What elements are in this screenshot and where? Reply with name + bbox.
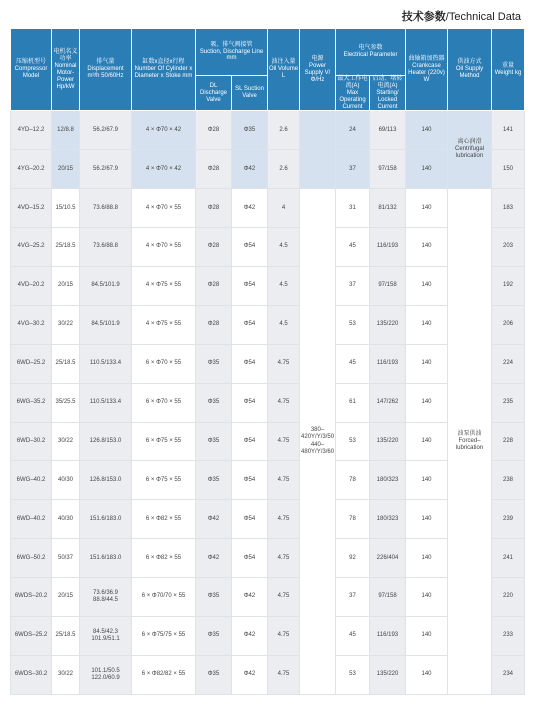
power-cell: 30/22 xyxy=(52,422,80,461)
max-current-cell: 24 xyxy=(336,111,370,150)
displacement-cell: 73.6/88.8 xyxy=(80,189,132,228)
starting-current-cell: 135/220 xyxy=(370,422,406,461)
oil-method-cn: 油泵供油 xyxy=(457,430,482,437)
dl-cell: Φ28 xyxy=(196,305,232,344)
header-displacement: 排气量 Displacement m³/h 50/60Hz xyxy=(80,29,132,111)
heater-cell: 140 xyxy=(406,617,448,656)
cylinders-cell: 6 × Φ70 × 55 xyxy=(132,383,196,422)
oil-volume-cell: 4 xyxy=(268,189,300,228)
max-current-cell: 37 xyxy=(336,578,370,617)
displacement-cell: 126.8/153.0 xyxy=(80,461,132,500)
sl-cell: Φ54 xyxy=(232,539,268,578)
sl-cell: Φ42 xyxy=(232,189,268,228)
table-row xyxy=(11,267,525,306)
heater-cell: 140 xyxy=(406,305,448,344)
oil-volume-cell: 4.75 xyxy=(268,383,300,422)
starting-current-cell: 135/220 xyxy=(370,655,406,694)
cylinders-cell: 6 × Φ75/75 × 55 xyxy=(132,617,196,656)
table-row xyxy=(11,655,525,694)
power-cell: 35/25.5 xyxy=(52,383,80,422)
dl-cell: Φ28 xyxy=(196,111,232,150)
dl-cell: Φ35 xyxy=(196,617,232,656)
heater-cell: 140 xyxy=(406,655,448,694)
model-cell: 6WG–35.2 xyxy=(11,383,52,422)
max-current-cell: 45 xyxy=(336,617,370,656)
model-cell: 6WG–50.2 xyxy=(11,539,52,578)
sl-cell: Φ42 xyxy=(232,150,268,189)
weight-cell: 235 xyxy=(492,383,525,422)
max-current-cell: 45 xyxy=(336,344,370,383)
dl-cell: Φ28 xyxy=(196,189,232,228)
model-cell: 4YD–12.2 xyxy=(11,111,52,150)
cylinders-cell: 6 × Φ82/82 × 55 xyxy=(132,655,196,694)
table-header xyxy=(11,29,525,111)
heater-cell: 140 xyxy=(406,383,448,422)
displacement-cell: 73.6/36.9 88.8/44.5 xyxy=(80,578,132,617)
cylinders-cell: 4 × Φ75 × 55 xyxy=(132,305,196,344)
heater-cell: 140 xyxy=(406,500,448,539)
header-dl: DL Discharge Valve xyxy=(196,76,232,111)
table-row xyxy=(11,305,525,344)
dl-cell: Φ28 xyxy=(196,150,232,189)
table-body xyxy=(11,111,525,694)
weight-cell: 206 xyxy=(492,305,525,344)
header-max-current: 最大工作电流(A) Max Operating Current xyxy=(337,76,368,110)
weight-cell: 234 xyxy=(492,655,525,694)
model-cell: 4YG–20.2 xyxy=(11,150,52,189)
sl-cell: Φ42 xyxy=(232,578,268,617)
table-row xyxy=(11,344,525,383)
heater-cell: 140 xyxy=(406,150,448,189)
header-power-supply: 电源 Power Supply V/Φ/Hz xyxy=(300,29,336,111)
displacement-cell: 84.5/101.9 xyxy=(80,305,132,344)
starting-current-cell: 147/262 xyxy=(370,383,406,422)
max-current-cell: 61 xyxy=(336,383,370,422)
page-title xyxy=(402,8,521,24)
table-row xyxy=(11,578,525,617)
power-cell: 30/22 xyxy=(52,305,80,344)
cylinders-cell: 6 × Φ82 × 55 xyxy=(132,500,196,539)
max-current-cell: 53 xyxy=(336,305,370,344)
table-row xyxy=(11,422,525,461)
power-cell: 40/30 xyxy=(52,500,80,539)
model-cell: 4VD–15.2 xyxy=(11,189,52,228)
power-cell: 30/22 xyxy=(52,655,80,694)
oil-volume-cell: 4.75 xyxy=(268,617,300,656)
cylinders-cell: 4 × Φ75 × 55 xyxy=(132,267,196,306)
weight-cell: 192 xyxy=(492,267,525,306)
sl-cell: Φ54 xyxy=(232,461,268,500)
starting-current-cell: 180/323 xyxy=(370,461,406,500)
header-weight: 重量 Weight kg xyxy=(492,29,525,111)
table-row xyxy=(11,500,525,539)
heater-cell: 140 xyxy=(406,578,448,617)
weight-cell: 220 xyxy=(492,578,525,617)
max-current-cell: 78 xyxy=(336,461,370,500)
page-title-separator: / xyxy=(445,11,449,23)
oil-supply-forced-cell xyxy=(448,189,492,695)
power-cell: 25/18.5 xyxy=(52,344,80,383)
power-cell: 50/37 xyxy=(52,539,80,578)
cylinders-cell: 4 × Φ70 × 42 xyxy=(132,150,196,189)
oil-volume-cell: 4.75 xyxy=(268,539,300,578)
sl-cell: Φ54 xyxy=(232,500,268,539)
model-cell: 4VG–30.2 xyxy=(11,305,52,344)
oil-volume-cell: 4.5 xyxy=(268,305,300,344)
model-cell: 4VD–20.2 xyxy=(11,267,52,306)
header-sl: SL Suction Valve xyxy=(232,76,268,111)
starting-current-cell: 116/193 xyxy=(370,228,406,267)
table-row xyxy=(11,111,525,150)
displacement-cell: 126.8/153.0 xyxy=(80,422,132,461)
max-current-cell: 78 xyxy=(336,500,370,539)
heater-cell: 140 xyxy=(406,539,448,578)
header-starting: 启动、堵转电流(A) Starting/ Locked Current xyxy=(370,76,406,111)
weight-cell: 141 xyxy=(492,111,525,150)
page-title-cn: 技术参数 xyxy=(401,10,446,23)
displacement-cell: 73.6/88.8 xyxy=(80,228,132,267)
oil-volume-cell: 4.5 xyxy=(268,228,300,267)
max-current-cell: 53 xyxy=(336,422,370,461)
oil-volume-cell: 4.5 xyxy=(268,267,300,306)
table-row xyxy=(11,461,525,500)
power-supply-blank-cell xyxy=(300,111,336,189)
starting-current-cell: 180/323 xyxy=(370,500,406,539)
starting-current-cell: 97/158 xyxy=(370,150,406,189)
model-cell: 6WDS–30.2 xyxy=(11,655,52,694)
oil-method-en: Centrifugal lubrication xyxy=(455,146,485,160)
displacement-cell: 84.5/42.3 101.9/51.1 xyxy=(80,617,132,656)
power-cell: 20/15 xyxy=(52,578,80,617)
cylinders-cell: 4 × Φ70 × 42 xyxy=(132,111,196,150)
starting-current-cell: 135/220 xyxy=(370,305,406,344)
power-supply-cell: 380–420Y/Y/3/50 440–480Y/Y/3/60 xyxy=(300,189,336,695)
sl-cell: Φ42 xyxy=(232,655,268,694)
model-cell: 6WDS–20.2 xyxy=(11,578,52,617)
weight-cell: 224 xyxy=(492,344,525,383)
sl-cell: Φ54 xyxy=(232,383,268,422)
header-cylinders: 缸数x直径x行程 Number Of Cylinder x Diameter x Stoke mm xyxy=(132,29,196,111)
displacement-cell: 84.5/101.9 xyxy=(80,267,132,306)
starting-current-cell: 116/193 xyxy=(370,617,406,656)
max-current-cell: 45 xyxy=(336,228,370,267)
oil-volume-cell: 4.75 xyxy=(268,344,300,383)
starting-current-cell: 97/158 xyxy=(370,267,406,306)
displacement-cell: 151.6/183.0 xyxy=(80,500,132,539)
heater-cell: 140 xyxy=(406,189,448,228)
oil-supply-centrifugal-cell xyxy=(448,111,492,189)
model-cell: 6WD–25.2 xyxy=(11,344,52,383)
header-oil-volume: 油注入量 Oil Volume L xyxy=(268,29,300,111)
dl-cell: Φ28 xyxy=(196,228,232,267)
weight-cell: 150 xyxy=(492,150,525,189)
cylinders-cell: 4 × Φ70 × 55 xyxy=(132,228,196,267)
weight-cell: 238 xyxy=(492,461,525,500)
max-current-cell: 31 xyxy=(336,189,370,228)
power-cell: 15/10.5 xyxy=(52,189,80,228)
model-cell: 6WD–30.2 xyxy=(11,422,52,461)
displacement-cell: 151.6/183.0 xyxy=(80,539,132,578)
header-heater: 曲轴箱加热器 Crankcase Heater (220v) W xyxy=(406,29,448,111)
weight-cell: 228 xyxy=(492,422,525,461)
power-cell: 40/30 xyxy=(52,461,80,500)
sl-cell: Φ54 xyxy=(232,267,268,306)
displacement-cell: 110.5/133.4 xyxy=(80,383,132,422)
sl-cell: Φ54 xyxy=(232,305,268,344)
sl-cell: Φ42 xyxy=(232,617,268,656)
displacement-cell: 110.5/133.4 xyxy=(80,344,132,383)
dl-cell: Φ42 xyxy=(196,539,232,578)
heater-cell: 140 xyxy=(406,344,448,383)
dl-cell: Φ35 xyxy=(196,655,232,694)
power-cell: 20/15 xyxy=(52,267,80,306)
page-title-en: Technical Data xyxy=(448,11,521,23)
table-row xyxy=(11,617,525,656)
displacement-cell: 56.2/67.9 xyxy=(80,150,132,189)
header-electrical: 电气参数 Electrical Parameter xyxy=(336,29,406,76)
weight-cell: 239 xyxy=(492,500,525,539)
header-model: 压缩机型号 Compressor Model xyxy=(11,29,52,111)
weight-cell: 241 xyxy=(492,539,525,578)
table-row xyxy=(11,383,525,422)
oil-volume-cell: 4.75 xyxy=(268,578,300,617)
oil-method-en: Forced– lubrication xyxy=(455,437,484,452)
power-cell: 12/8.8 xyxy=(52,111,80,150)
dl-cell: Φ35 xyxy=(196,383,232,422)
table-row xyxy=(11,228,525,267)
dl-cell: Φ35 xyxy=(196,578,232,617)
power-cell: 20/15 xyxy=(52,150,80,189)
max-current-cell: 92 xyxy=(336,539,370,578)
oil-volume-cell: 4.75 xyxy=(268,422,300,461)
displacement-cell: 101.1/50.5 122.0/60.9 xyxy=(80,655,132,694)
table-row xyxy=(11,189,525,228)
sl-cell: Φ35 xyxy=(232,111,268,150)
oil-volume-cell: 2.6 xyxy=(268,111,300,150)
oil-volume-cell: 4.75 xyxy=(268,461,300,500)
cylinders-cell: 6 × Φ70/70 × 55 xyxy=(132,578,196,617)
power-cell: 25/18.5 xyxy=(52,617,80,656)
heater-cell: 140 xyxy=(406,422,448,461)
header-oil-supply: 供油方式 Oil Supply Method xyxy=(448,29,492,111)
cylinders-cell: 6 × Φ82 × 55 xyxy=(132,539,196,578)
model-cell: 4VG–25.2 xyxy=(11,228,52,267)
sl-cell: Φ54 xyxy=(232,344,268,383)
starting-current-cell: 97/158 xyxy=(370,578,406,617)
cylinders-cell: 6 × Φ70 × 55 xyxy=(132,344,196,383)
header-lines: 吸、排气阀接管 Suction, Discharge Line mm xyxy=(196,29,268,76)
dl-cell: Φ35 xyxy=(196,422,232,461)
model-cell: 6WDS–25.2 xyxy=(11,617,52,656)
model-cell: 6WD–40.2 xyxy=(11,500,52,539)
table-row xyxy=(11,150,525,189)
oil-volume-cell: 4.75 xyxy=(268,655,300,694)
weight-cell: 183 xyxy=(492,189,525,228)
heater-cell: 140 xyxy=(406,228,448,267)
dl-cell: Φ35 xyxy=(196,461,232,500)
sl-cell: Φ54 xyxy=(232,228,268,267)
cylinders-cell: 6 × Φ75 × 55 xyxy=(132,461,196,500)
starting-current-cell: 81/132 xyxy=(370,189,406,228)
dl-cell: Φ28 xyxy=(196,267,232,306)
heater-cell: 140 xyxy=(406,461,448,500)
weight-cell: 233 xyxy=(492,617,525,656)
heater-cell: 140 xyxy=(406,267,448,306)
oil-volume-cell: 4.75 xyxy=(268,500,300,539)
max-current-cell: 37 xyxy=(336,150,370,189)
cylinders-cell: 6 × Φ75 × 55 xyxy=(132,422,196,461)
technical-data-table xyxy=(10,28,525,695)
dl-cell: Φ42 xyxy=(196,500,232,539)
dl-cell: Φ35 xyxy=(196,344,232,383)
weight-cell: 203 xyxy=(492,228,525,267)
starting-current-cell: 116/193 xyxy=(370,344,406,383)
max-current-cell: 37 xyxy=(336,267,370,306)
table-row xyxy=(11,539,525,578)
starting-current-cell: 226/404 xyxy=(370,539,406,578)
oil-volume-cell: 2.6 xyxy=(268,150,300,189)
oil-method-cn: 离心润滑 xyxy=(457,139,482,146)
power-cell: 25/18.5 xyxy=(52,228,80,267)
displacement-cell: 56.2/67.9 xyxy=(80,111,132,150)
sl-cell: Φ54 xyxy=(232,422,268,461)
cylinders-cell: 4 × Φ70 × 55 xyxy=(132,189,196,228)
header-power: 电机名义功率 Nominal Motor-Power Hp/kW xyxy=(52,29,80,111)
max-current-cell: 53 xyxy=(336,655,370,694)
model-cell: 6WG–40.2 xyxy=(11,461,52,500)
starting-current-cell: 69/113 xyxy=(370,111,406,150)
heater-cell: 140 xyxy=(406,111,448,150)
